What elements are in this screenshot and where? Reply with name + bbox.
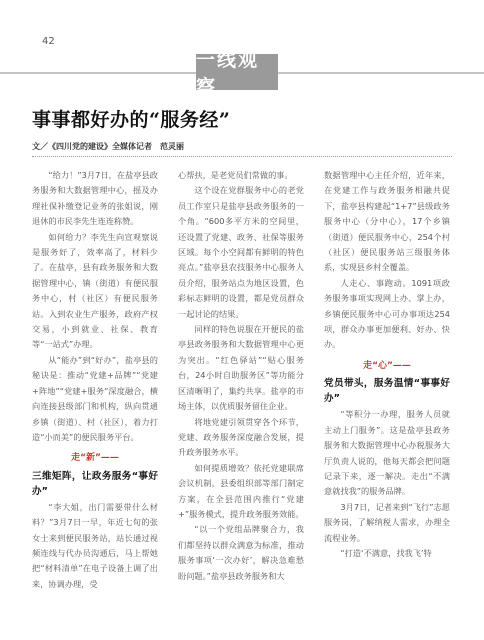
paragraph: 从“能办”到“好办”，盐亭县的秘诀是：推动“党建+品牌”“党建+阵地”“党建+服务”深度融合，横向连接县级部门和机构，纵向贯通乡镇（街道）、村（社区），着力打造“小而美”的便民服务平台。	[32, 354, 158, 442]
paragraph: 将地党建引领贯穿各个环节，党建、政务服务深度融合发展，提升政务服务水平。	[178, 416, 304, 458]
paragraph: 人走心、事跑动。1091项政务服务事项实现网上办、掌上办，乡镇便民服务中心可办事项达254项，群众办事更加便利、好办、快办。	[324, 277, 450, 350]
paragraph: 数据管理中心主任介绍，近年来，在党建工作与政务服务相融共促下，盐亭县构建起“1+7”县级政务服务中心（分中心），17个乡镇（街道）便民服务中心，254个村（社区）便民服务站三级服务体系，实现县乡村全覆盖。	[324, 170, 450, 273]
paragraph: “给力！”3月7日，在盐亭县政务服务和大数据管理中心，摇及办理社保补缴登记业务的张姐说，刚退休的市民李先生连连称赞。	[32, 170, 158, 227]
banner-block	[196, 49, 278, 98]
section-kicker: 走“心”——	[363, 360, 411, 371]
paragraph: “等积分一办理，服务人员就主动上门服务”。这是盐亭县政务服务和大数据管理中心办税服务大厅负责人说的，他每天都会把问题记录下来，逐一解决。走出“不满意就找我”的服务品牌。	[324, 409, 450, 497]
paragraph: “李大姐，出门需要带什么材料？”3月7日一早，年近七旬的张女士来到便民服务站，站长通过视频连线与代办员沟通后，马上帮她把“材料清单”在电子设备上调了出来，协调办理，受	[32, 501, 158, 589]
paragraph: “以一个党组品牌聚合力，我们都坚持以群众满意为标准，推动服务事项‘一次办好’，解决急难愁盼问题。”盐亭县政务服务和大	[178, 524, 304, 581]
paragraph: “打造‘不满意，找我飞’特	[340, 547, 432, 558]
paragraph: 3月7日，记者来到“飞行”志愿服务岗，了解纳税人需求，办理全流程业务。	[324, 501, 450, 543]
section-kicker: 走“新”——	[71, 453, 119, 464]
article-headline: 事事都好办的“服务经”	[32, 109, 231, 131]
paragraph: 同样的特色说服在开便民的盐亭县政务服务和大数据管理中心更为突出。“红色驿站”“贴心服务台，24小时自助服务区”等功能分区清晰明了，集约共享。盐亭的市场主体，以优质服务留住企业。	[178, 324, 304, 412]
paragraph: 如何提质增效？依托党建联席会议机制，县委组织部等部门制定方案，在全县范围内推行“党建+”服务模式，提升政务服务效能。	[178, 462, 304, 519]
paragraph: 心帮扶，是老党员们常做的事。	[178, 170, 293, 180]
section-heading: 党员带头，服务温情“事事好办”	[324, 378, 450, 405]
section-heading: 三维矩阵，让政务服务“事好办”	[32, 470, 158, 497]
text-column-1	[32, 168, 158, 592]
article-byline: 文／《四川党的建设》全媒体记者 范灵丽	[32, 142, 184, 151]
section-title: 一线观察	[196, 49, 260, 98]
text-column-3	[324, 168, 450, 561]
text-column-2	[178, 168, 304, 584]
paragraph: 如何给力？李先生向宣观察说是服务好了，效率高了，材料少了。在盐亭，县有政务服务和大数据管理中心，镇（街道）有便民服务中心，村（社区）有便民服务站。入到农业生产服务，政府产权交易，小到就业、社保、教育等“一站式”办理。	[32, 231, 158, 350]
page-number: 42	[42, 36, 55, 47]
section-banner	[0, 50, 484, 96]
paragraph: 这个设在党群服务中心的老党员工作室只是盐亭县政务服务的一个角。“600多平方米的空间里，还设置了党建、政务、社保等服务区域。每个小空间都有鲜明的特色亮点。”盐亭县农技服务中心服务人员介绍，服务站点为地区设置，色彩标志鲜明的设置，都是党员群众一起讨论的结果。	[178, 185, 304, 319]
header-divider	[32, 156, 452, 157]
